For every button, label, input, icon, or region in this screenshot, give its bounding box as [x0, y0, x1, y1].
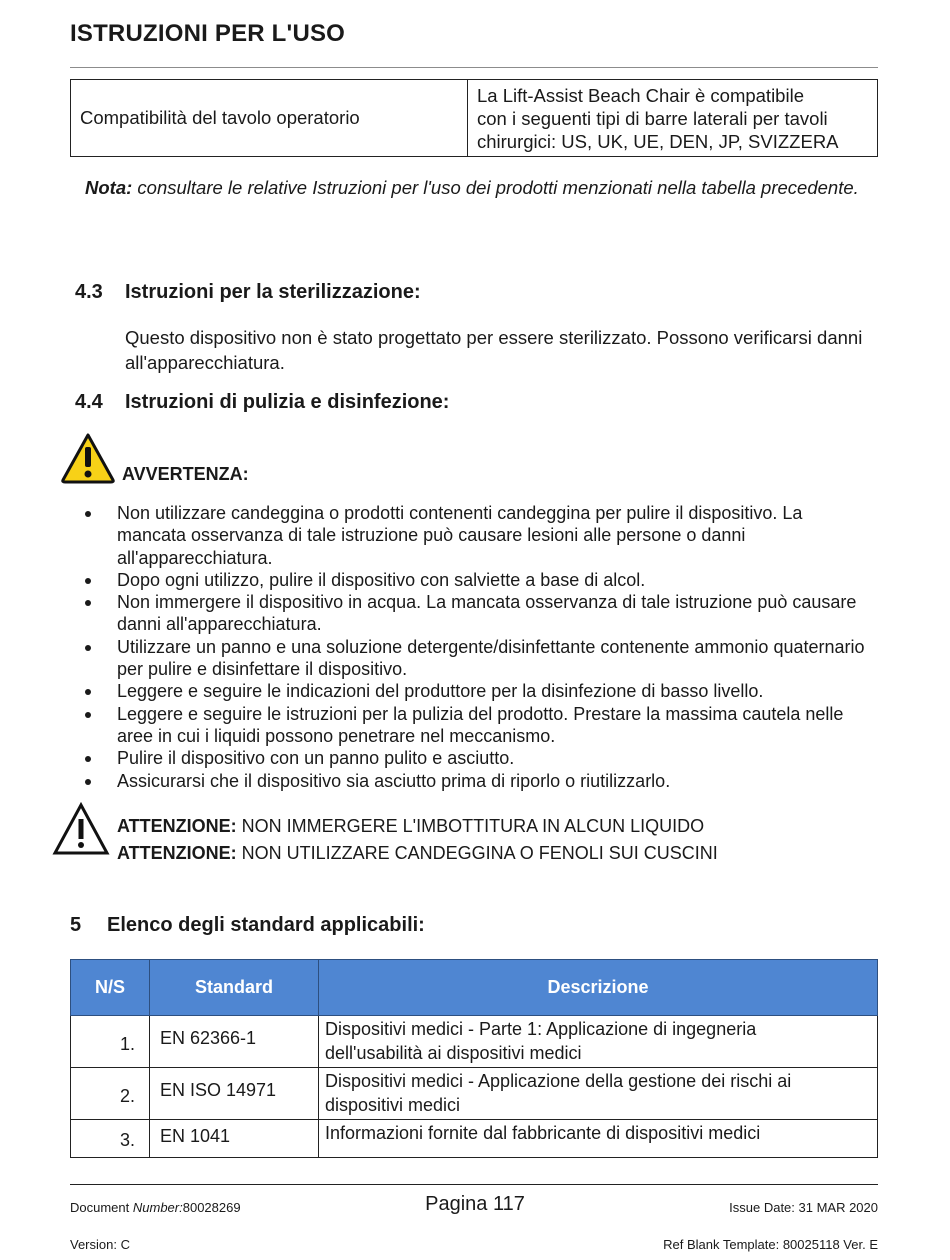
note-text: consultare le relative Istruzioni per l'uso dei prodotti menzionati nella tabella precedente. — [132, 177, 859, 198]
bullet-icon — [85, 645, 91, 651]
compatibility-line: chirurgici: US, UK, UE, DEN, JP, SVIZZERA — [477, 130, 839, 152]
standard-code: EN 1041 — [150, 1120, 319, 1158]
column-header: Standard — [150, 960, 319, 1016]
caution-text: NON UTILIZZARE CANDEGGINA O FENOLI SUI CUSCINI — [236, 843, 718, 863]
footer-version: Version: C — [70, 1237, 130, 1252]
row-number: 1. — [71, 1016, 150, 1068]
page-number: Pagina 117 — [425, 1193, 525, 1215]
table-header-row — [71, 960, 878, 1016]
bullet-text: Dopo ogni utilizzo, pulire il dispositivo con salviette a base di alcol. — [117, 569, 646, 590]
bullet-text: Non immergere il dispositivo in acqua. La mancata osservanza di tale istruzione può causare danni all'apparecchiatura. — [117, 592, 857, 635]
compatibility-line: con i seguenti tipi di barre laterali per tavoli — [477, 107, 828, 129]
page-header-title: ISTRUZIONI PER L'USO — [70, 20, 346, 47]
doc-label-italic: Number: — [132, 1200, 183, 1215]
bullet-icon — [85, 600, 91, 606]
bullet-icon — [85, 756, 91, 762]
table-row — [71, 1120, 878, 1158]
caution-block — [117, 813, 718, 867]
description-line: dell'usabilità ai dispositivi medici — [325, 1043, 582, 1063]
row-number: 2. — [71, 1068, 150, 1120]
compatibility-table — [70, 79, 878, 157]
row-number: 3. — [71, 1120, 150, 1158]
section-number: 4.3 — [75, 281, 103, 303]
caution-line — [117, 840, 718, 867]
standard-description — [319, 1016, 878, 1068]
caution-label: ATTENZIONE: — [117, 816, 237, 836]
description-line: Informazioni fornite dal fabbricante di dispositivi medici — [325, 1123, 761, 1143]
description-line: Dispositivi medici - Parte 1: Applicazione di ingegneria — [325, 1019, 757, 1039]
bullet-text: Leggere e seguire le indicazioni del produttore per la disinfezione di basso livello. — [117, 681, 764, 702]
list-item — [70, 680, 875, 702]
section-heading-4-4 — [75, 391, 449, 414]
bullet-text: Pulire il dispositivo con un panno pulito e asciutto. — [117, 748, 515, 769]
note-paragraph — [85, 175, 875, 201]
section-title: Elenco degli standard applicabili: — [107, 914, 425, 936]
bullet-icon — [85, 511, 91, 517]
footer-issue-date: Issue Date: 31 MAR 2020 — [729, 1200, 878, 1215]
list-item — [70, 703, 875, 748]
description-line: Dispositivi medici - Applicazione della gestione dei rischi ai — [325, 1071, 792, 1091]
caution-text: NON IMMERGERE L'IMBOTTITURA IN ALCUN LIQUIDO — [236, 816, 705, 836]
warning-bullet-list — [70, 502, 875, 792]
section-title: Istruzioni per la sterilizzazione: — [125, 281, 421, 303]
column-header: Descrizione — [319, 960, 878, 1016]
table-row — [71, 1068, 878, 1120]
footer-divider — [70, 1184, 878, 1185]
caution-triangle-icon — [52, 802, 110, 856]
section-heading-5 — [70, 914, 425, 937]
list-item — [70, 591, 875, 636]
warning-triangle-icon — [60, 432, 116, 484]
bullet-text: Leggere e seguire le istruzioni per la pulizia del prodotto. Prestare la massima cautela nelle aree in cui i liquidi possono penetrare nel meccanismo. — [117, 703, 844, 746]
section-number: 4.4 — [75, 391, 103, 413]
compatibility-line: La Lift-Assist Beach Chair è compatibile — [477, 84, 804, 106]
list-item — [70, 747, 875, 769]
section-title: Istruzioni di pulizia e disinfezione: — [125, 391, 450, 413]
caution-line — [117, 813, 718, 840]
description-line: dispositivi medici — [325, 1095, 461, 1115]
standards-table — [70, 959, 878, 1158]
caution-label: ATTENZIONE: — [117, 843, 237, 863]
bullet-icon — [85, 712, 91, 718]
list-item — [70, 770, 875, 792]
standard-code: EN 62366-1 — [150, 1016, 319, 1068]
compatibility-label: Compatibilità del tavolo operatorio — [71, 80, 468, 157]
warning-label: AVVERTENZA: — [122, 464, 249, 484]
standard-description — [319, 1120, 878, 1158]
footer-template: Ref Blank Template: 80025118 Ver. E — [663, 1237, 878, 1252]
bullet-icon — [85, 578, 91, 584]
compatibility-value — [468, 80, 878, 157]
list-item — [70, 569, 875, 591]
bullet-icon — [85, 779, 91, 785]
section-heading-4-3 — [75, 281, 421, 304]
standard-code: EN ISO 14971 — [150, 1068, 319, 1120]
list-item — [70, 502, 875, 569]
section-number: 5 — [70, 914, 82, 936]
header-divider — [70, 67, 878, 68]
doc-number: 80028269 — [182, 1200, 241, 1215]
doc-label: Document — [70, 1200, 133, 1215]
column-header: N/S — [71, 960, 150, 1016]
bullet-text: Non utilizzare candeggina o prodotti contenenti candeggina per pulire il dispositivo. La mancata osservanza di tale istruzione può causare lesioni alle persone o danni all'apparecchiatura. — [117, 503, 803, 568]
list-item — [70, 636, 875, 681]
note-label: Nota: — [85, 177, 133, 198]
bullet-text: Assicurarsi che il dispositivo sia asciutto prima di riporlo o riutilizzarlo. — [117, 770, 671, 791]
bullet-icon — [85, 689, 91, 695]
table-row — [71, 80, 878, 157]
sterilization-paragraph: Questo dispositivo non è stato progettato per essere sterilizzato. Possono verificarsi danni all'apparecchiatura. — [125, 327, 863, 373]
table-row — [71, 1016, 878, 1068]
standard-description — [319, 1068, 878, 1120]
bullet-text: Utilizzare un panno e una soluzione detergente/disinfettante contenente ammonio quaternario per pulire e disinfettare il dispositivo. — [117, 636, 865, 680]
